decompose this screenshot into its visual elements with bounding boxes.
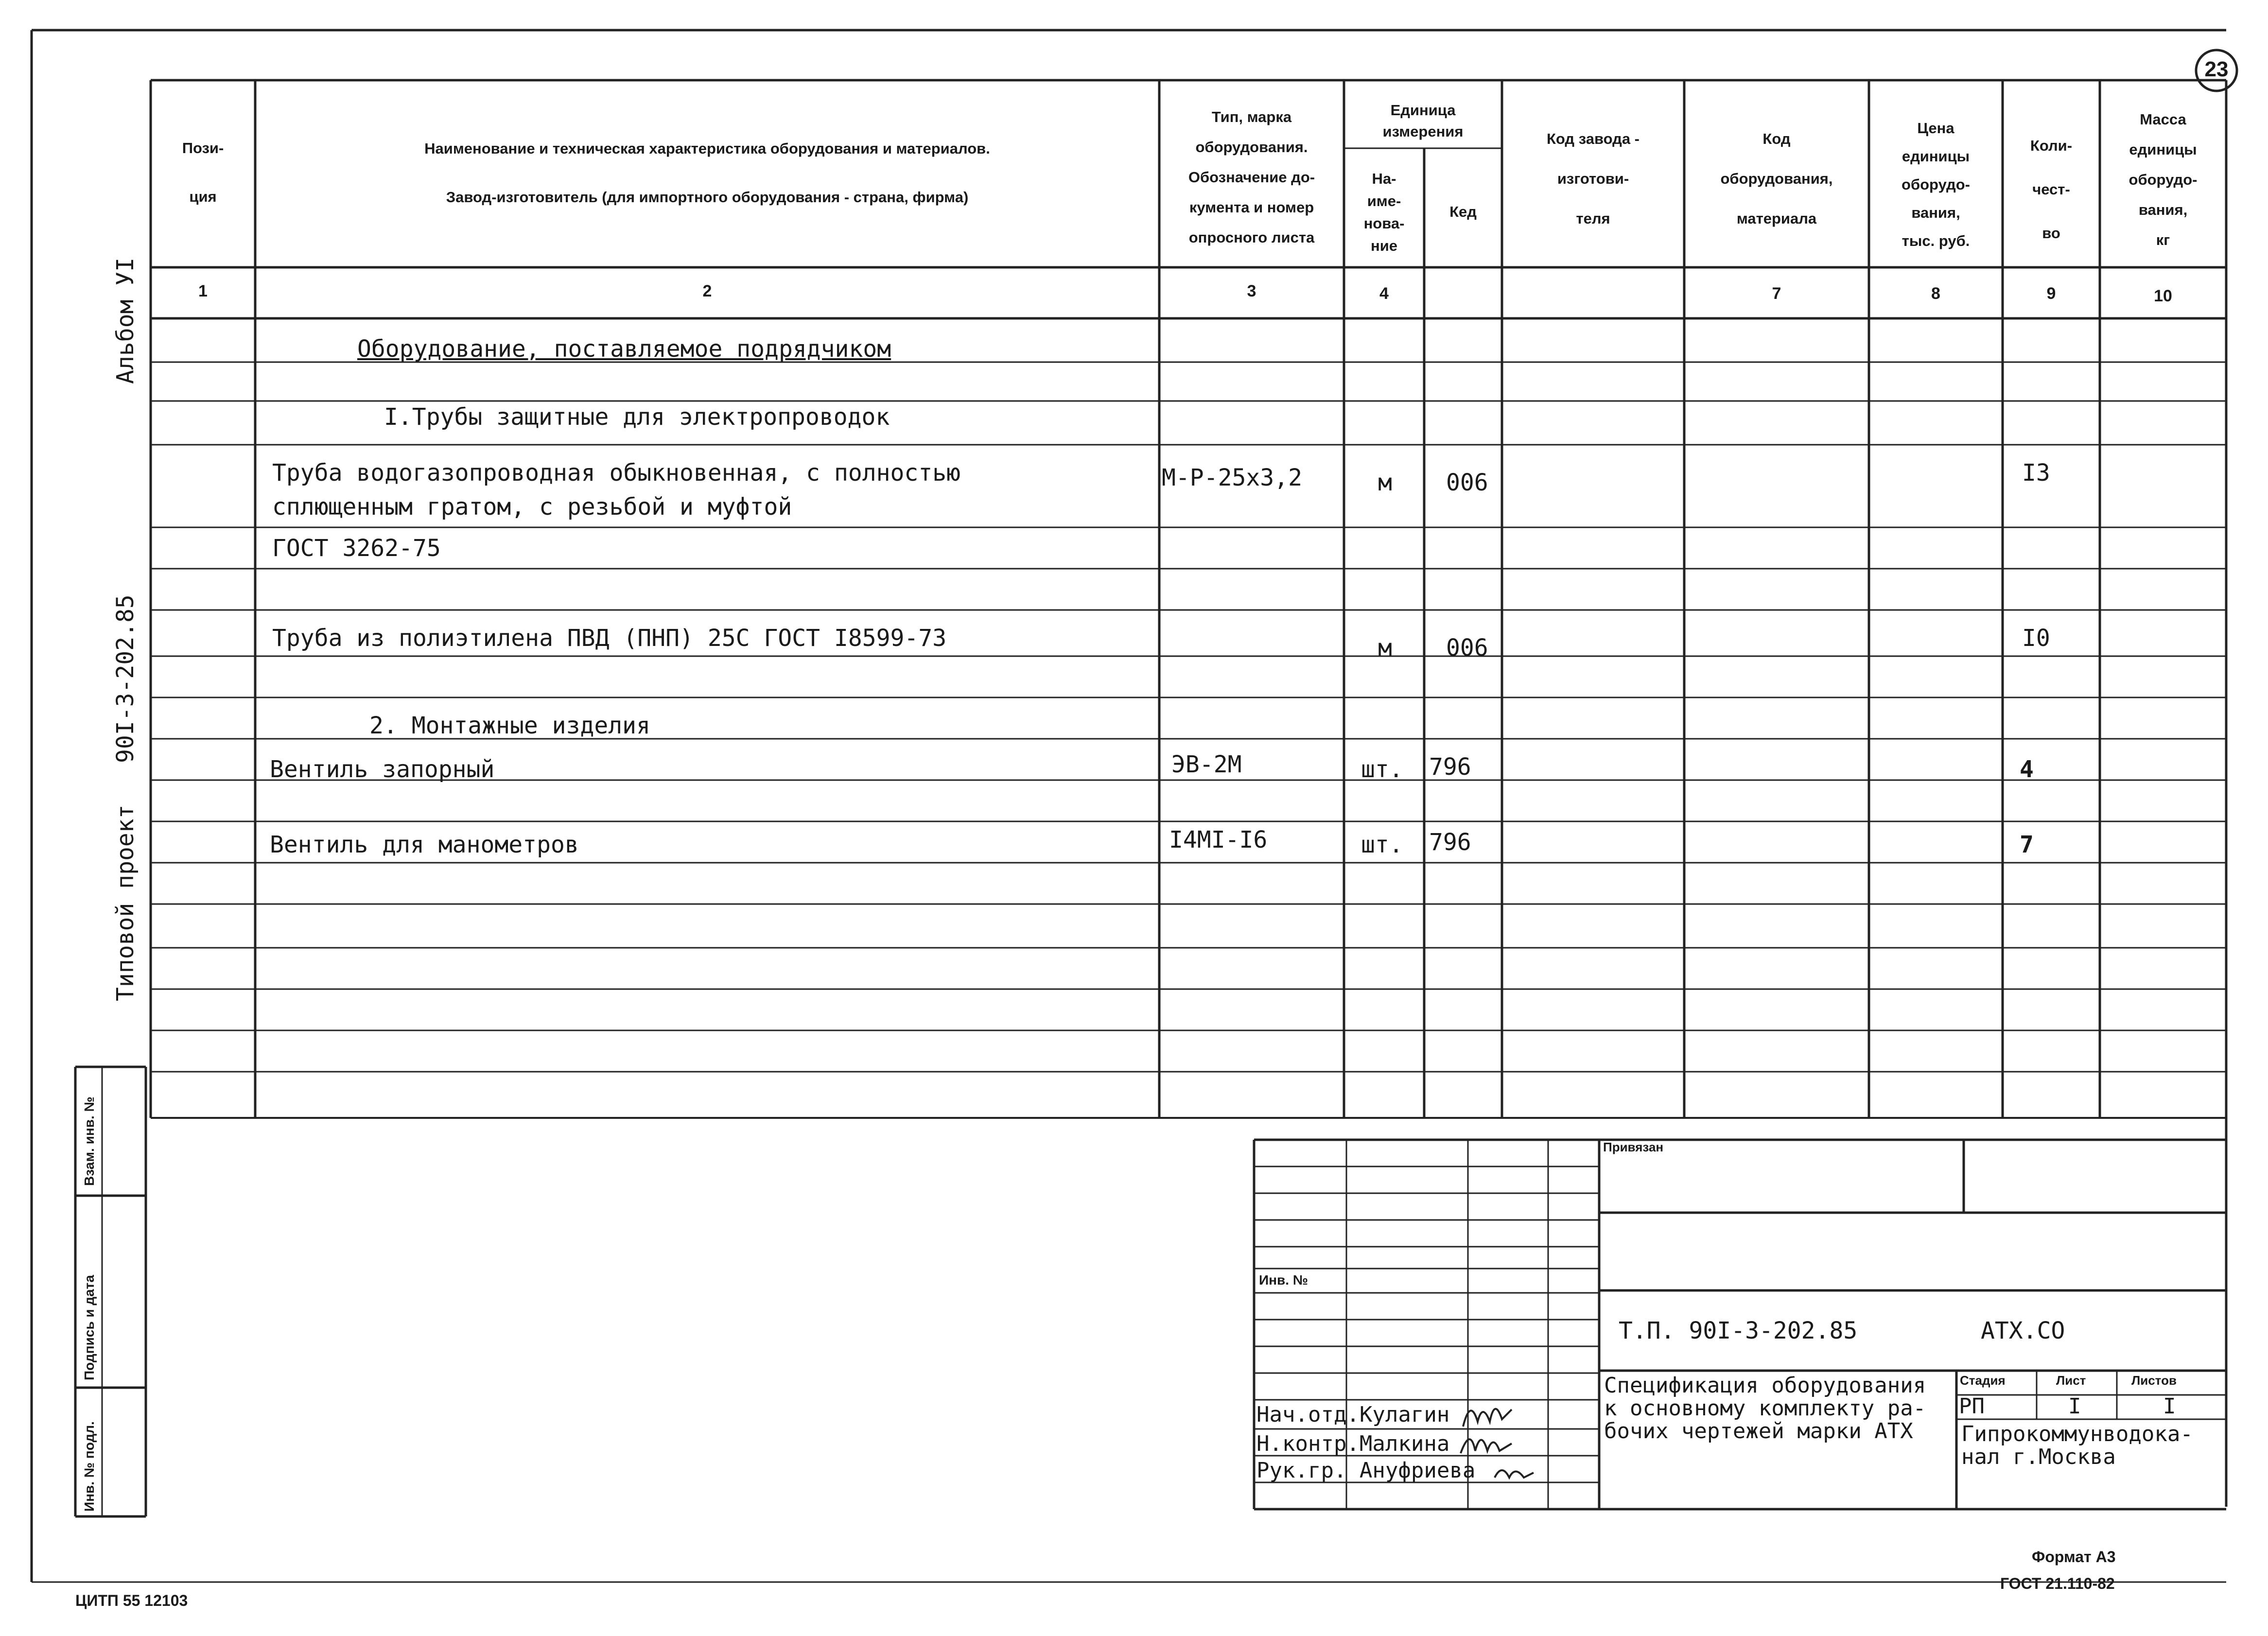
group1-title: I.Трубы защитные для электропроводок [384,403,890,431]
col-num-3: 3 [1247,282,1256,300]
publisher-label: ЦИТП 55 12103 [75,1592,188,1609]
item3-type: ЭВ-2М [1171,751,1242,778]
project-code-label: 90I-3-202.85 [112,594,139,763]
item1-qty: I3 [2022,459,2050,487]
item1-name-line3: ГОСТ 3262-75 [272,535,441,562]
col-num-4: 4 [1379,284,1389,303]
col-num-2: 2 [702,282,712,300]
listov-value: I [2163,1394,2176,1419]
list-value: I [2068,1394,2081,1419]
doc-title-line2: к основному комплекту ра- [1604,1396,1926,1421]
col-num-8: 8 [1931,284,1940,303]
signer-group-lead: Рук.гр. Ануфриева [1256,1458,1476,1483]
item4-qty: 7 [2020,831,2034,858]
col-num-10: 10 [2154,287,2172,305]
item4-unit: шт. [1361,831,1403,858]
item3-qty: 4 [2020,756,2034,783]
project-type-label: Типовой проект [112,804,139,1001]
org-line2: нал г.Москва [1961,1445,2116,1469]
doc-code: Т.П. 90I-3-202.85 [1619,1317,1858,1344]
vzam-inv-label: Взам. инв. № [82,1096,97,1186]
col-num-7: 7 [1772,284,1781,303]
item1-code: 006 [1446,469,1488,496]
header-equipment-code: Код оборудования, материала [1720,130,1833,227]
header-quantity: Коли- чест- во [2030,137,2073,242]
inv-no-label: Инв. № [1259,1272,1308,1288]
header-name-line1: Наименование и техническая характеристика оборудования и материалов. [424,140,990,157]
item1-name-line1: Труба водогазопроводная обыкновенная, с полностью [272,459,961,487]
doc-mark: АТХ.СО [1981,1317,2065,1344]
listov-label: Листов [2131,1373,2177,1388]
item1-name-line2: сплющенным гратом, с резьбой и муфтой [272,493,792,521]
group2-title: 2. Монтажные изделия [369,712,650,739]
stadia-label: Стадия [1960,1373,2006,1388]
item4-name: Вентиль для манометров [270,831,579,858]
item1-type: М-Р-25х3,2 [1162,464,1302,491]
signer-head: Нач.отд.Кулагин [1256,1402,1450,1427]
item3-code: 796 [1429,753,1471,781]
item2-name: Труба из полиэтилена ПВД (ПНП) 25С ГОСТ I8599-73 [272,625,947,652]
header-unit-group: Единица измерения [1382,102,1464,140]
header-position: Пози- ция [182,139,224,205]
header-unit-code: Кед [1449,203,1477,220]
list-label: Лист [2056,1373,2086,1388]
stadia-value: РП [1959,1394,1985,1419]
org-line1: Гипрокоммунводока- [1961,1422,2193,1446]
header-name-line2: Завод-изготовитель (для импортного оборудования - страна, фирма) [446,189,969,206]
item3-name: Вентиль запорный [270,756,495,783]
doc-title-line1: Спецификация оборудования [1604,1373,1926,1398]
item2-unit: м [1378,634,1392,661]
header-mass: Масса единицы оборудо- вания, кг [2128,111,2198,248]
item1-unit: м [1378,469,1392,496]
format-label: Формат А3 [2032,1548,2116,1566]
album-label: Альбом УI [112,257,139,384]
privyazan-label: Привязан [1603,1140,1664,1154]
signer-norm-control: Н.контр.Малкина [1256,1431,1450,1456]
header-price: Цена единицы оборудо- вания, тыс. руб. [1902,120,1970,249]
sheet-number: 23 [2204,57,2229,81]
item4-code: 796 [1429,829,1471,856]
header-unit-name: На- име- нова- ние [1363,170,1405,254]
podpis-data-label: Подпись и дата [82,1275,97,1380]
col-num-9: 9 [2046,284,2056,303]
col-num-1: 1 [198,282,208,300]
item2-qty: I0 [2022,625,2050,652]
item2-code: 006 [1446,634,1488,661]
header-plant-code: Код завода - изготови- теля [1546,130,1640,227]
item3-unit: шт. [1361,756,1403,783]
gost-label: ГОСТ 21.110-82 [2000,1575,2115,1592]
section-title: Оборудование, поставляемое подрядчиком [357,335,891,363]
inv-podl-label: Инв. № подл. [82,1421,97,1512]
item4-type: I4МI-I6 [1169,826,1268,853]
header-type: Тип, марка оборудования. Обозначение до- кумента и номер опросного листа [1188,108,1315,246]
doc-title-line3: бочих чертежей марки АТХ [1604,1419,1913,1444]
